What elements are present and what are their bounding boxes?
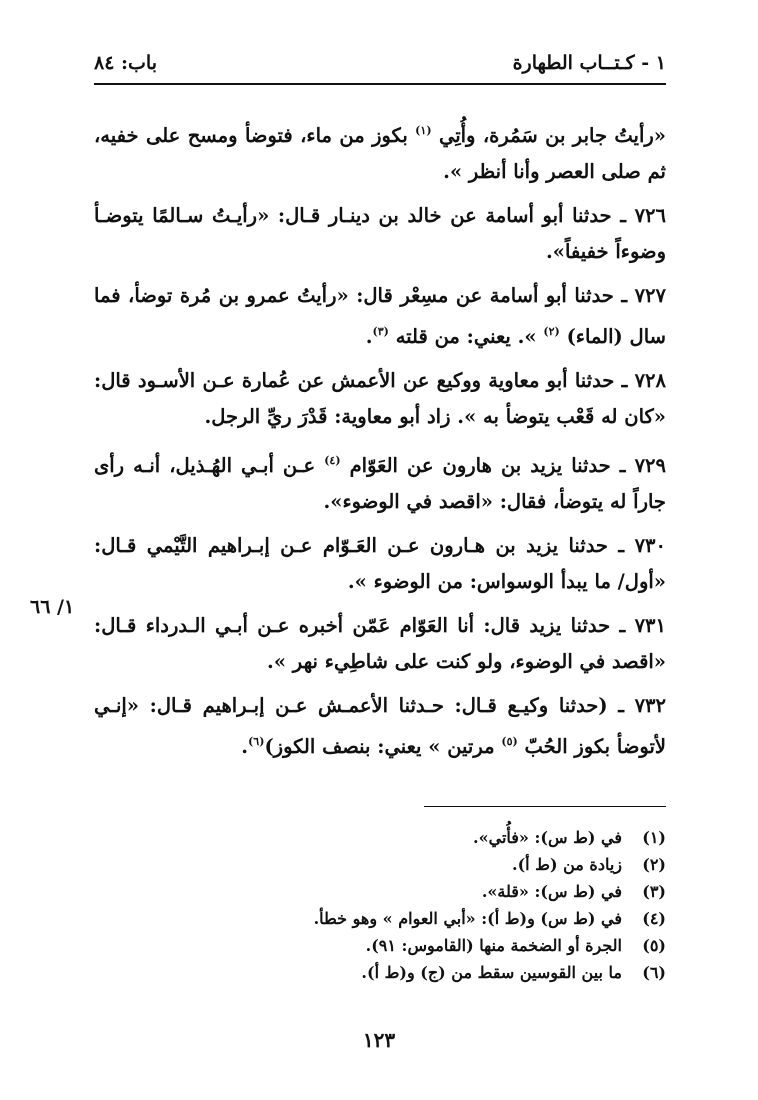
footnote-item: (٢) زيادة من (ط أ).	[512, 855, 666, 874]
chapter-label: باب: ٨٤	[94, 52, 158, 74]
paragraph-725-cont: «رأيتُ جابر بن سَمُرة، وأُتِي $^{(١)}$ بكوز من ماء، فتوضأ ومسح على خفيه، ثم صلى العصر وأنا أنظر ».	[94, 124, 666, 183]
footnote-ref-2: (٢)	[543, 325, 560, 338]
margin-page-ref: ١/ ٦٦	[30, 596, 75, 618]
book-title: ١ - كـتــاب الطهارة	[512, 52, 666, 74]
paragraph-729: ٧٢٩ ـ حدثنا يزيد بن هارون عن العَوّام $^{(٤)}$ عـن أبـي الهُـذيل، أنـه رأى جاراً له يتوضأ، فقال: «اقصد في الوضوء».	[94, 454, 666, 513]
footnote-ref-4: (٤)	[324, 454, 341, 467]
footnote-item: (٤) في (ط س) و(ط أ): «أبي العوام » وهو خطأ.	[313, 909, 666, 928]
footnote-ref-3: (٣)	[372, 325, 389, 338]
paragraph-727: ٧٢٧ ـ حدثنا أبو أسامة عن مسِعْر قال: «رأيتُ عمرو بن مُرة توضأ، فما سال (الماء) $^{(٢)}$ ». يعني: من قلته $^{(٣)}$.	[94, 284, 666, 348]
paragraph-726: ٧٢٦ ـ حدثنا أبو أسامة عن خالد بن دينـار قـال: «رأيـتُ سـالمًا يتوضـأ وضوءاً خفيفاً».	[94, 204, 666, 263]
paragraph-731: ٧٣١ ـ حدثنا يزيد قال: أنا العَوّام عَمّن أخبره عـن أبـي الـدرداء قـال: «اقصد في الوضوء، ولو كنت على شاطِيء نهر ».	[94, 614, 666, 673]
footnote-item: (٥) الجرة أو الضخمة منها (القاموس: ٩١).	[365, 936, 666, 955]
footnote-ref-6: (٦)	[248, 735, 265, 748]
running-header	[94, 52, 666, 82]
page-number: ١٢٣	[362, 1028, 396, 1052]
main-text	[94, 113, 666, 773]
footnote-item: (٣) في (ط س): «قلة».	[481, 882, 666, 901]
footnote-item: (١) في (ط س): «فأُتي».	[473, 828, 666, 847]
paragraph-730: ٧٣٠ ـ حدثنا يزيد بن هـارون عـن العَـوّام عـن إبـراهيم التَّيْمي قـال: «أول/ ما يبدأ الوسواس: من الوضوء ».	[94, 534, 666, 593]
paragraph-728: ٧٢٨ ـ حدثنا أبو معاوية ووكيع عن الأعمش عن عُمارة عـن الأسـود قال: «كان له قَعْب يتوضأ به ». زاد أبو معاوية: قَدْرَ ريِّ الرجل.	[94, 369, 666, 428]
paragraph-732: ٧٣٢ ـ (حدثنا وكيـع قـال: حـدثنا الأعمـش عـن إبـراهيم قـال: «إنـي لأتوضأ بكوز الحُبّ $^{(٥)}$ مرتين » يعني: بنصف الكوز)$^{(٦)}$.	[94, 694, 666, 758]
footnote-ref-1: (١)	[415, 124, 432, 137]
header-rule	[94, 83, 666, 85]
footnotes	[146, 824, 666, 986]
footnote-rule	[424, 806, 666, 807]
footnote-ref-5: (٥)	[501, 735, 518, 748]
footnote-item: (٦) ما بين القوسين سقط من (ج) و(ط أ).	[361, 963, 666, 982]
